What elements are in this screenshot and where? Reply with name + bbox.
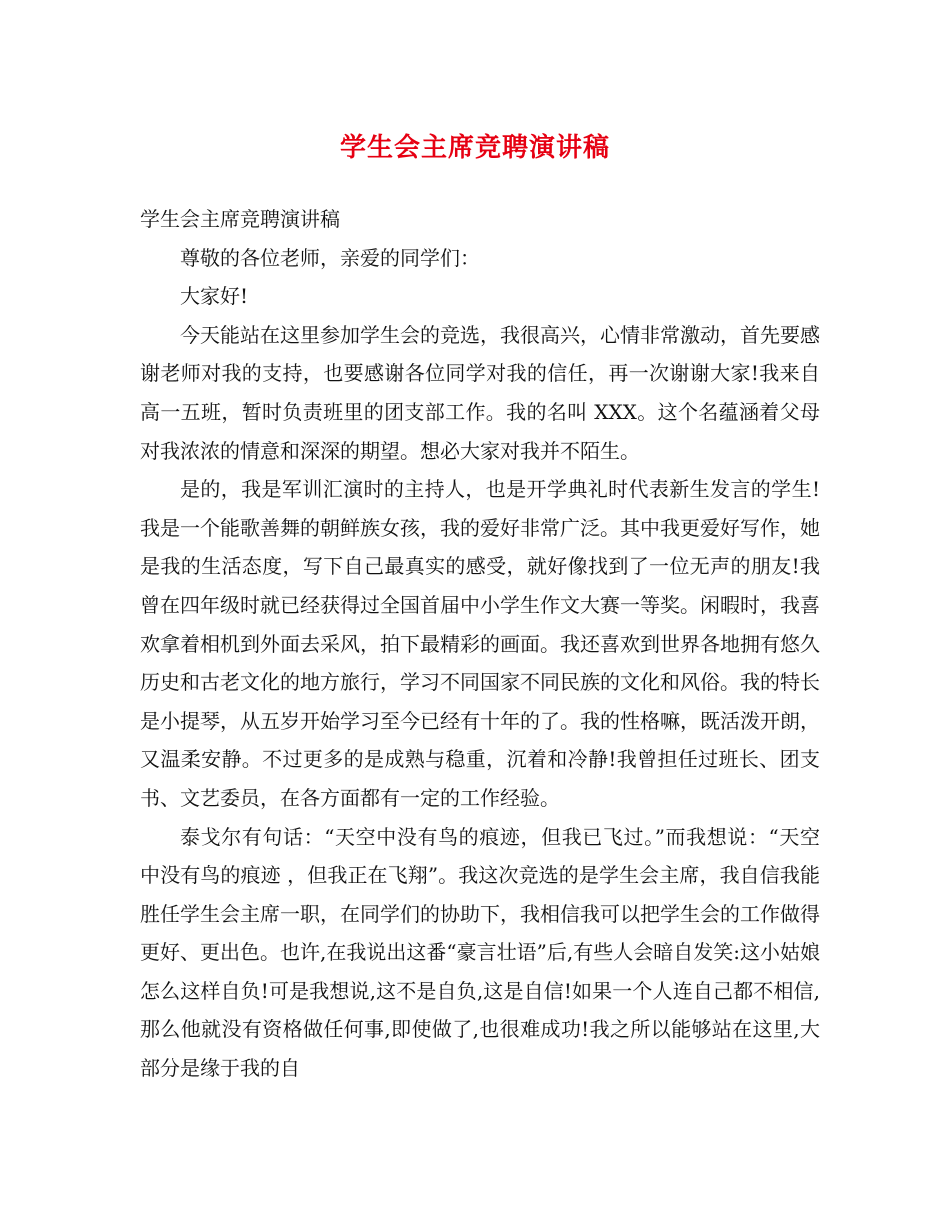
paragraph-salutation: 尊敬的各位老师，亲爱的同学们： (180, 245, 480, 270)
paragraph-background: 是的，我是军训汇演时的主持人，也是开学典礼时代表新生发言的学生!我是一个能歌善舞的朝鲜族女孩，我的爱好非常广泛。其中我更爱好写作，她是我的生活态度，写下自己最真实的感受，就好像找到了一位无声的朋友!我曾在四年级时就已经获得过全国首届中小学生作文大赛一等奖。闲暇时，我喜欢拿着相机到外面去采风，拍下最精彩的画面。我还喜欢到世界各地拥有悠久历史和古老文化的地方旅行，学习不同国家不同民族的文化和风俗。我的特长是小提琴，从五岁开始学习至今已经有十年的了。我的性格嘛，既活泼开朗，又温柔安静。不过更多的是成熟与稳重，沉着和冷静!我曾担任过班长、团支书、文艺委员，在各方面都有一定的工作经验。 (140, 477, 820, 810)
paragraph-introduction: 今天能站在这里参加学生会的竞选，我很高兴，心情非常激动，首先要感谢老师对我的支持，也要感谢各位同学对我的信任，再一次谢谢大家!我来自高一五班，暂时负责班里的团支部工作。我的名叫 XXX。这个名蕴涵着父母对我浓浓的情意和深深的期望。想必大家对我并不陌生。 (140, 322, 820, 463)
document-title: 学生会主席竞聘演讲稿 (339, 133, 610, 163)
paragraph-greeting: 大家好! (180, 284, 249, 309)
paragraph-heading: 学生会主席竞聘演讲稿 (140, 207, 340, 231)
document-body (140, 200, 820, 1088)
paragraph-confidence: 泰戈尔有句话：“天空中没有鸟的痕迹，但我已飞过。”而我想说：“天空中没有鸟的痕迹 ，但我正在飞翔”。我这次竞选的是学生会主席，我自信我能胜任学生会主席一职，在同学们的协助下，我相信我可以把学生会的工作做得更好、更出色。也许,在我说出这番“豪言壮语”后,有些人会暗自发笑:这小姑娘怎么这样自负!可是我想说,这不是自负,这是自信!如果一个人连自己都不相信,那么他就没有资格做任何事,即使做了,也很难成功!我之所以能够站在这里,大部分是缘于我的自 (140, 824, 820, 1081)
